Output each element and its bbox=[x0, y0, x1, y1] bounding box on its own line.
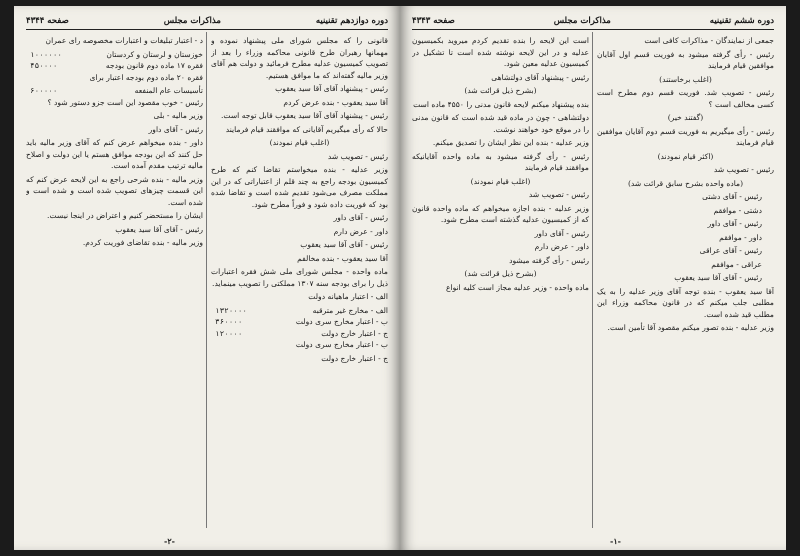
right-page bbox=[400, 6, 786, 550]
paragraph: رئیس - آقای آقا سید یعقوب bbox=[674, 273, 762, 282]
paragraph: داور - بنده میخواهم عرض کنم که آقای وزیر مالیه باید حل کنند که این بودجه موافق هستم یا این دولت و اصلاح مالیه ترتیب مقدم آمده است. bbox=[26, 138, 203, 170]
budget-line bbox=[211, 316, 388, 328]
paragraph: رئیس - آقای دشتی bbox=[702, 192, 762, 201]
paragraph: رئیس - رأی گرفته میشود به فوریت قسم اول آقایان موافقین قیام فرمایند bbox=[597, 49, 774, 70]
paragraph: الف - اعتبار ماهیانه دولت bbox=[308, 292, 388, 301]
paragraph: بنده پیشنهاد میکنم لایحه قانون مدنی را ۴۵۵۰ ماده است bbox=[413, 99, 589, 109]
budget-line-label: تأسیسات عام المنفعه bbox=[134, 86, 203, 95]
paragraph: رئیس - آقای داور bbox=[333, 213, 388, 222]
stage-direction: (گفتند خیر) bbox=[667, 113, 704, 122]
right-page-columns bbox=[412, 35, 774, 535]
stage-direction: (اغلب برخاستند) bbox=[659, 74, 712, 84]
budget-line bbox=[26, 49, 203, 61]
paragraph: رئیس - رأی میگیریم به فوریت قسم دوم آقایان موافقین قیام فرمایند bbox=[597, 126, 774, 147]
paragraph: وزیر عدلیه - بنده میخواستم تقاضا کنم که طرح کمیسیون بودجه راجع به چند قلم از اعتباراتی که در این مملکت مصرف می‌شود تقدیم شده است و تقاضا شده بود که فوریت داده شود و فوراً مطرح شود. bbox=[211, 165, 388, 209]
paragraph: ج - اعتبار خارج دولت bbox=[321, 353, 388, 363]
budget-line bbox=[211, 328, 388, 340]
paragraph: است این لایحه را بنده تقدیم کردم میروید بکمیسیون عدلیه و در این لایحه نوشته شده است تا تشکیل در کمیسیون عدلیه معین شود. bbox=[412, 36, 589, 68]
budget-line-label: ب - اعتبار مخارج سری دولت bbox=[295, 317, 388, 326]
paragraph: عراقی - موافقم bbox=[711, 259, 762, 269]
paragraph: رئیس - تصویب شد bbox=[713, 165, 774, 174]
paragraph: رئیس - تصویب شد bbox=[528, 190, 589, 199]
stage-direction: (اغلب قیام نمودند) bbox=[470, 176, 531, 186]
paragraph: رئیس - پیشنهاد آقای دولتشاهی bbox=[491, 72, 589, 82]
paragraph: رئیس - رأی گرفته میشود به ماده واحده آقایانیکه موافقند قیام فرمایند bbox=[412, 151, 589, 172]
budget-line-label: خوزستان و لرستان و کردستان bbox=[106, 49, 203, 59]
budget-line-label: ج - اعتبار خارج دولت bbox=[321, 328, 388, 338]
paragraph: جمعی از نمایندگان - مذاکرات کافی است bbox=[644, 36, 774, 45]
right-journal-label: دوره ششم تقنینیه bbox=[709, 15, 774, 26]
budget-line bbox=[211, 305, 388, 317]
paragraph: رئیس - آقای عراقی bbox=[699, 246, 762, 255]
budget-line bbox=[26, 60, 203, 72]
paragraph: رئیس - تصویب شد bbox=[327, 151, 388, 161]
left-page-col-right bbox=[211, 35, 388, 535]
right-title: مذاکرات مجلس bbox=[553, 15, 611, 26]
paragraph: رئیس - پیشنهاد آقای آقا سید یعقوب قابل توجه است. bbox=[220, 111, 388, 120]
left-page-col-left bbox=[26, 35, 203, 535]
budget-line-amount: ۱۲۰۰۰۰ bbox=[215, 328, 243, 338]
right-folio: -۱- bbox=[610, 536, 621, 546]
stage-direction: (بشرح ذیل قرائت شد) bbox=[464, 86, 537, 95]
column-divider bbox=[206, 32, 207, 528]
left-page-header bbox=[26, 14, 388, 30]
stage-direction: (ماده واحده بشرح سابق قرائت شد) bbox=[627, 178, 744, 188]
paragraph: وزیر عدلیه - بنده تصور میکنم مقصود آقا تأمین است. bbox=[607, 323, 774, 332]
paragraph: رئیس - رأی گرفته میشود bbox=[509, 255, 589, 265]
right-page-number: صفحه ۴۳۴۳ bbox=[412, 15, 455, 26]
left-folio: -۲- bbox=[164, 536, 175, 546]
paragraph: وزیر مالیه - بنده شرحی راجع به این لایحه عرض کنم که این قسمت چیزهای تصویب شده است و شده است و شده است. bbox=[26, 174, 203, 207]
budget-line bbox=[26, 85, 203, 97]
paragraph: ماده واحده - مجلس شورای ملی شش فقره اعتبارات ذیل را برای بودجه سنه ۱۳۰۷ مملکتی را تصویب مینماید. bbox=[211, 267, 388, 288]
paragraph: دشتی - موافقم bbox=[713, 205, 762, 215]
paragraph: ماده واحده - وزیر عدلیه مجاز است کلیه انواع bbox=[445, 282, 589, 292]
paragraph: د - اعتبار تبلیغات و اعتبارات مخصوصه رای عمران bbox=[45, 36, 203, 45]
budget-line-label: فقره ۱۷ ماده دوم قانون بودجه bbox=[105, 61, 203, 70]
column-divider bbox=[592, 32, 593, 528]
paragraph: داور - موافقم bbox=[719, 232, 762, 242]
paragraph: داور - عرض دارم bbox=[534, 242, 589, 251]
paragraph: رئیس - خوب مقصود این است جزو دستور شود ؟ bbox=[47, 97, 203, 107]
paragraph: قانونی را که مجلس شورای ملی پیشنهاد نموده و مهمانها رهبران طرح قانونی محاکمه وزراء را بعد از تصویب کمیسیون عدلیه مطرح فرمائید و دولت هم آقای وزیر مالیه گفته‌اند که ما موافق هستیم. bbox=[211, 36, 388, 80]
paragraph: حالا که رأی میگیریم آقایانی که موافقند قیام فرمایند bbox=[225, 124, 388, 134]
paragraph: فقره ۲۰ ماده دوم بودجه اعتبار برای bbox=[89, 72, 203, 82]
left-page-columns bbox=[26, 35, 388, 535]
budget-line-amount: ۴۵۰۰۰۰ bbox=[30, 61, 58, 70]
budget-line-label: الف - مخارج غیر مترقبه bbox=[312, 305, 388, 315]
budget-line-amount: ۶۰۰۰۰۰ bbox=[30, 86, 58, 95]
left-journal-label: دوره دوازدهم تقنینیه bbox=[315, 15, 388, 26]
paragraph: رئیس - آقای داور bbox=[148, 124, 203, 134]
left-title: مذاکرات مجلس bbox=[163, 15, 221, 26]
paragraph: آقا سید یعقوب - بنده توجه آقای وزیر عدلیه را به یک مطلبی جلب میکنم که در قانون محاکمه وزراء این مطلب قید شده است. bbox=[597, 286, 774, 319]
left-page-number: صفحه ۴۳۴۴ bbox=[26, 15, 69, 26]
stage-direction: (اکثر قیام نمودند) bbox=[657, 151, 714, 161]
paragraph: رئیس - آقای آقا سید یعقوب bbox=[300, 240, 388, 249]
paragraph: وزیر مالیه - بلی bbox=[153, 111, 203, 120]
budget-line-amount: ۱۳۲۰۰۰۰ bbox=[215, 305, 248, 315]
paragraph: ب - اعتبار مخارج سری دولت bbox=[295, 340, 388, 349]
stage-direction: (بشرح ذیل قرائت شد) bbox=[464, 269, 537, 278]
budget-line-amount: ۳۶۰۰۰۰ bbox=[215, 317, 243, 326]
stage-direction: (اغلب قیام نمودند) bbox=[269, 138, 330, 147]
paragraph: وزیر مالیه - بنده تقاضای فوریت کردم. bbox=[82, 238, 203, 247]
paragraph: آقا سید یعقوب - بنده عرض کردم bbox=[283, 97, 388, 107]
paragraph: رئیس - آقای داور bbox=[534, 228, 589, 238]
right-page-col-right bbox=[597, 35, 774, 535]
right-page-header bbox=[412, 14, 774, 30]
paragraph: آقا سید یعقوب - بنده مخالفم bbox=[297, 253, 388, 263]
paragraph: وزیر عدلیه - بنده این نظر ایشان را تصدیق میکنم. bbox=[432, 138, 589, 147]
paragraph: رئیس - تصویب شد. فوریت قسم دوم مطرح است کسی مخالف است ؟ bbox=[597, 88, 774, 109]
left-page bbox=[14, 6, 400, 550]
paragraph: دولتشاهی - چون در ماده قید شده است که قانون مدنی را در موقع خود خواهند نوشت. bbox=[412, 113, 589, 134]
right-page-col-left bbox=[412, 35, 589, 535]
budget-line-amount: ۱۰۰۰۰۰۰ bbox=[30, 49, 63, 59]
paragraph: ایشان را مستحضر کنیم و اعتراض در اینجا نیست. bbox=[47, 211, 203, 220]
paragraph: داور - عرض دارم bbox=[333, 226, 388, 236]
paragraph: وزیر عدلیه - بنده اجازه میخواهم که ماده واحده قانون که از کمیسیون عدلیه گذشته است مطرح شود. bbox=[412, 203, 589, 224]
paragraph: رئیس - پیشنهاد آقای آقا سید یعقوب bbox=[275, 84, 388, 93]
paragraph: رئیس - آقای داور bbox=[707, 219, 762, 228]
book-spread bbox=[14, 6, 786, 550]
paragraph: رئیس - آقای آقا سید یعقوب bbox=[115, 224, 203, 234]
